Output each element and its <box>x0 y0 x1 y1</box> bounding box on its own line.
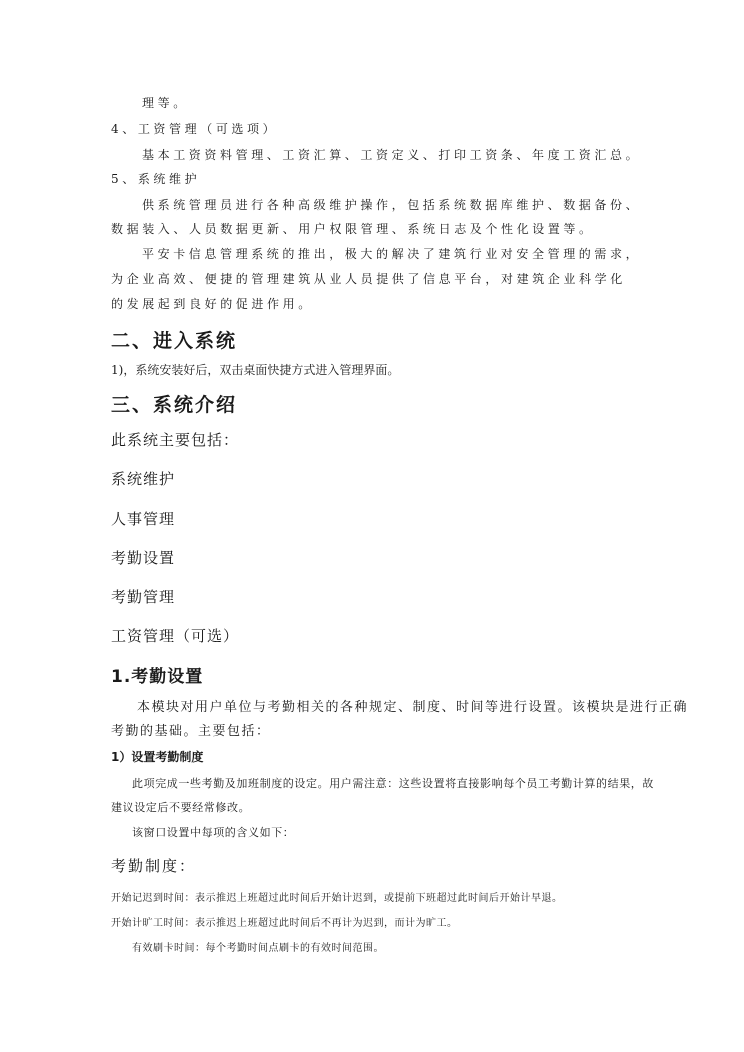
section2-text: 1)，系统安装好后，双击桌面快捷方式进入管理界面。 <box>111 363 400 377</box>
subsection1-heading: 1.考勤设置 <box>111 667 204 687</box>
note-line-1: 此项完成一些考勤及加班制度的设定。用户需注意：这些设置将直接影响每个员工考勤计算的结果，故 <box>132 777 654 790</box>
attendance-rules-label: 考勤制度： <box>111 857 197 875</box>
list-item-system-maintenance: 系统维护 <box>111 470 176 488</box>
intro-line-1: 理等。 <box>142 96 189 110</box>
list-item-payroll: 工资管理（可选） <box>111 627 240 645</box>
list-item-attendance-settings: 考勤设置 <box>111 549 176 567</box>
list-item-attendance-management: 考勤管理 <box>111 588 176 606</box>
subsection1-para-line1: 本模块对用户单位与考勤相关的各种规定、制度、时间等进行设置。该模块是进行正确 <box>137 700 689 715</box>
note-line-2: 建议设定后不要经常修改。 <box>111 801 251 814</box>
definition-absence-start: 开始计旷工时间：表示推迟上班超过此时间后不再计为迟到，而计为旷工。 <box>111 918 458 929</box>
definition-valid-swipe: 有效刷卡时间：每个考勤时间点刷卡的有效时间范围。 <box>132 943 384 954</box>
intro-line-2: 4、工资管理（可选项） <box>111 122 279 136</box>
section3-heading: 三、系统介绍 <box>111 394 238 416</box>
intro-line-7: 平安卡信息管理系统的推出，极大的解决了建筑行业对安全管理的需求， <box>142 247 642 261</box>
intro-line-4: 5、系统维护 <box>111 172 201 186</box>
subsection1-para-line2: 考勤的基础。主要包括： <box>111 724 271 739</box>
intro-line-5: 供系统管理员进行各种高级维护操作，包括系统数据库维护、数据备份、 <box>142 198 642 212</box>
intro-line-3: 基本工资资料管理、工资汇算、工资定义、打印工资条、年度工资汇总。 <box>142 148 642 162</box>
section3-intro: 此系统主要包括： <box>111 431 240 449</box>
definition-late-start: 开始记迟到时间：表示推迟上班超过此时间后开始计迟到，或提前下班超过此时间后开始计早退。 <box>111 893 563 904</box>
section2-heading: 二、进入系统 <box>111 330 238 352</box>
intro-line-8: 为企业高效、便捷的管理建筑从业人员提供了信息平台，对建筑企业科学化 <box>111 272 626 286</box>
intro-line-9: 的发展起到良好的促进作用。 <box>111 297 314 311</box>
list-item-personnel: 人事管理 <box>111 510 176 528</box>
sub-heading-attendance-rules: 1）设置考勤制度 <box>111 750 204 764</box>
note-line-3: 该窗口设置中每项的含义如下： <box>132 826 295 839</box>
intro-line-6: 数据装入、人员数据更新、用户权限管理、系统日志及个性化设置等。 <box>111 222 595 236</box>
